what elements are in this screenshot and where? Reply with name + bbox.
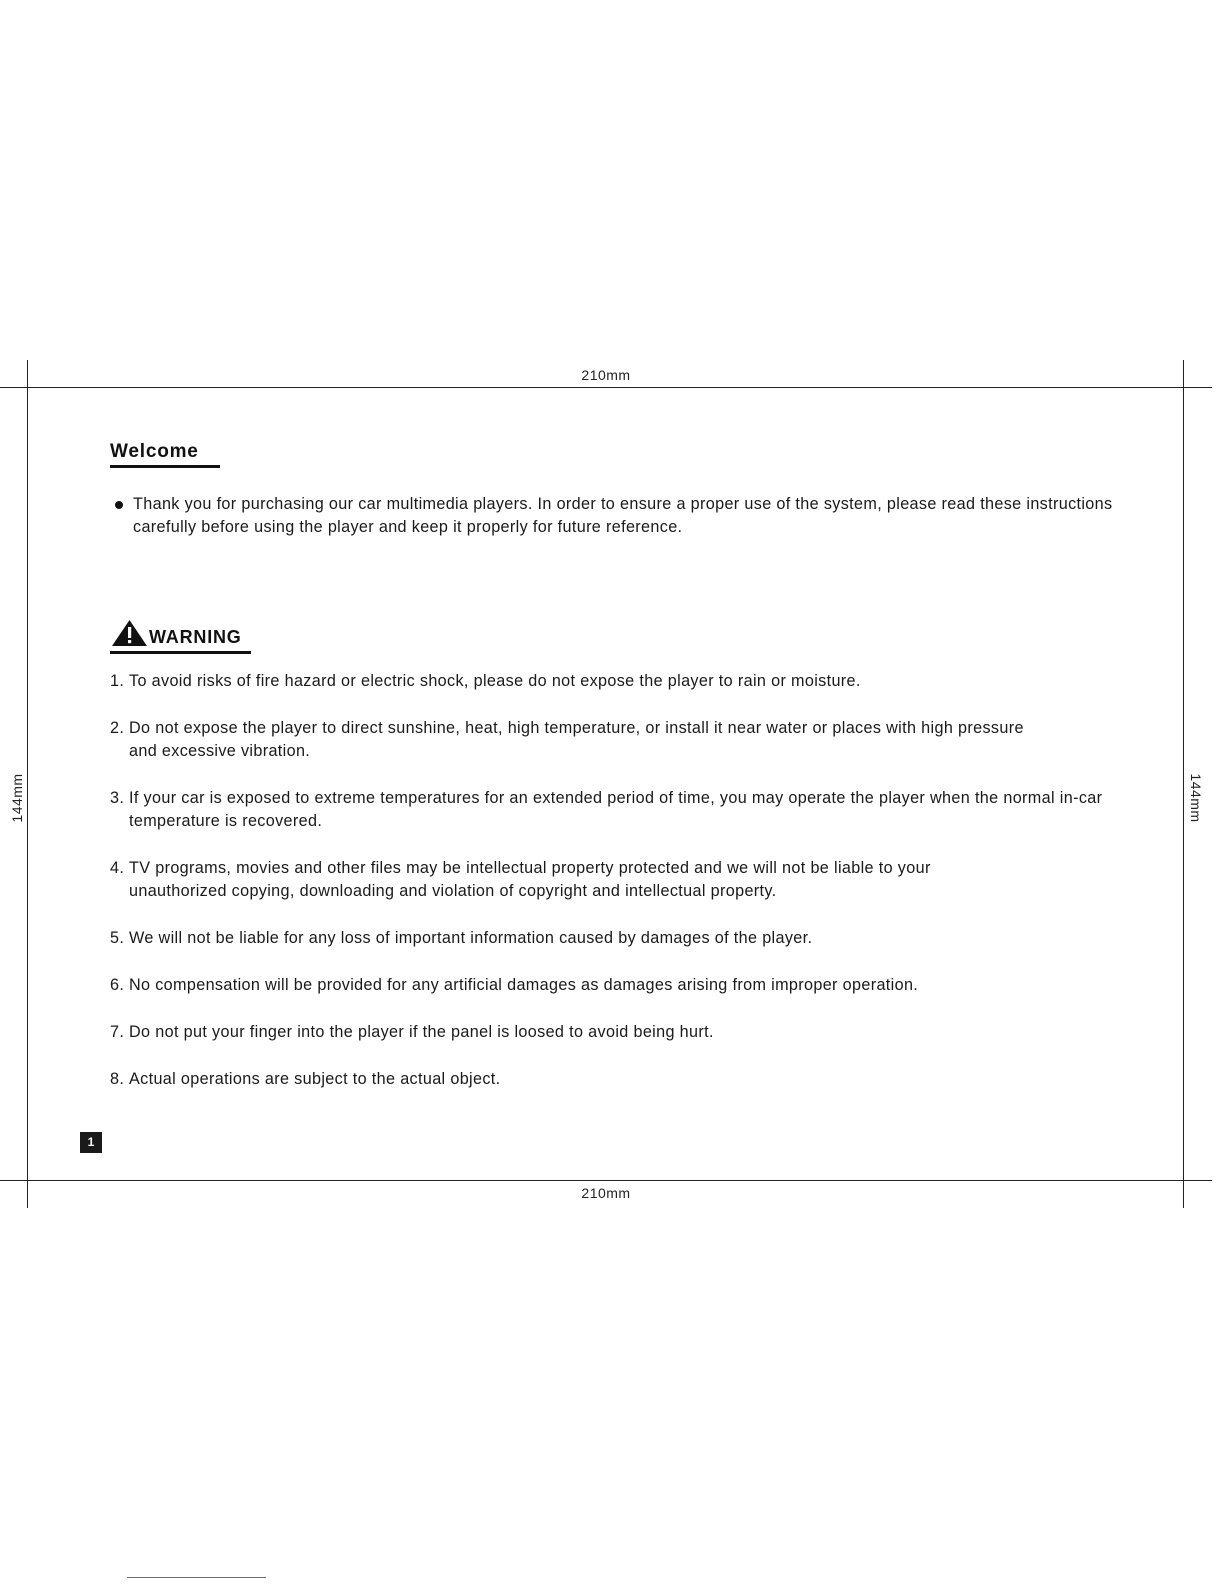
warning-item-4 — [110, 857, 1120, 903]
warning-item-text: If your car is exposed to extreme temperatures for an extended period of time, you may operate the player when the normal in-car temperature is recovered. — [129, 789, 1103, 830]
warning-item-number: 6. — [110, 976, 125, 994]
left-trim-line — [27, 360, 28, 1208]
warning-item-text: Do not put your finger into the player if the panel is loosed to avoid being hurt. — [129, 1023, 714, 1041]
welcome-underline — [110, 465, 220, 468]
warning-underline — [110, 651, 251, 654]
warning-item-number: 1. — [110, 672, 125, 690]
warning-item-text: No compensation will be provided for any artificial damages as damages arising from improper operation. — [129, 976, 919, 994]
warning-item-5 — [110, 927, 1120, 950]
warning-list — [110, 670, 1120, 1115]
warning-item-number: 7. — [110, 1023, 125, 1041]
warning-item-text: Actual operations are subject to the actual object. — [129, 1070, 501, 1088]
right-trim-line — [1183, 360, 1184, 1208]
bottom-width-label: 210mm — [581, 1185, 631, 1201]
bottom-decorative-line — [127, 1577, 266, 1578]
welcome-intro-text: Thank you for purchasing our car multimedia players. In order to ensure a proper use of the system, please read these instructions carefully before using the player and keep it properly for future reference. — [133, 495, 1113, 536]
warning-item-number: 4. — [110, 859, 125, 877]
top-width-label: 210mm — [581, 367, 631, 383]
warning-item-text: We will not be liable for any loss of important information caused by damages of the player. — [129, 929, 813, 947]
warning-item-7 — [110, 1021, 1120, 1044]
warning-item-number: 5. — [110, 929, 125, 947]
left-height-label: 144mm — [9, 773, 25, 823]
bottom-trim-line — [0, 1180, 1212, 1181]
warning-item-1 — [110, 670, 1120, 693]
page-number-badge: 1 — [80, 1132, 102, 1153]
warning-item-text: Do not expose the player to direct sunshine, heat, high temperature, or install it near water or places with high pressure and excessive vibration. — [129, 719, 1024, 760]
welcome-heading: Welcome — [110, 441, 199, 462]
warning-item-6 — [110, 974, 1120, 997]
warning-item-8 — [110, 1068, 1120, 1091]
warning-item-2 — [110, 717, 1120, 763]
warning-item-text: To avoid risks of fire hazard or electric shock, please do not expose the player to rain or moisture. — [129, 672, 861, 690]
right-height-label: 144mm — [1188, 773, 1204, 823]
bullet-icon — [115, 501, 123, 509]
warning-item-3 — [110, 787, 1120, 833]
warning-triangle-icon — [111, 619, 148, 647]
top-trim-line — [0, 387, 1212, 388]
warning-item-number: 8. — [110, 1070, 125, 1088]
warning-heading: WARNING — [149, 627, 242, 647]
warning-item-text: TV programs, movies and other files may be intellectual property protected and we will not be liable to your unauthorized copying, downloading and violation of copyright and intellectual property. — [129, 859, 931, 900]
warning-item-number: 2. — [110, 719, 125, 737]
warning-item-number: 3. — [110, 789, 125, 807]
welcome-intro — [115, 493, 1115, 539]
